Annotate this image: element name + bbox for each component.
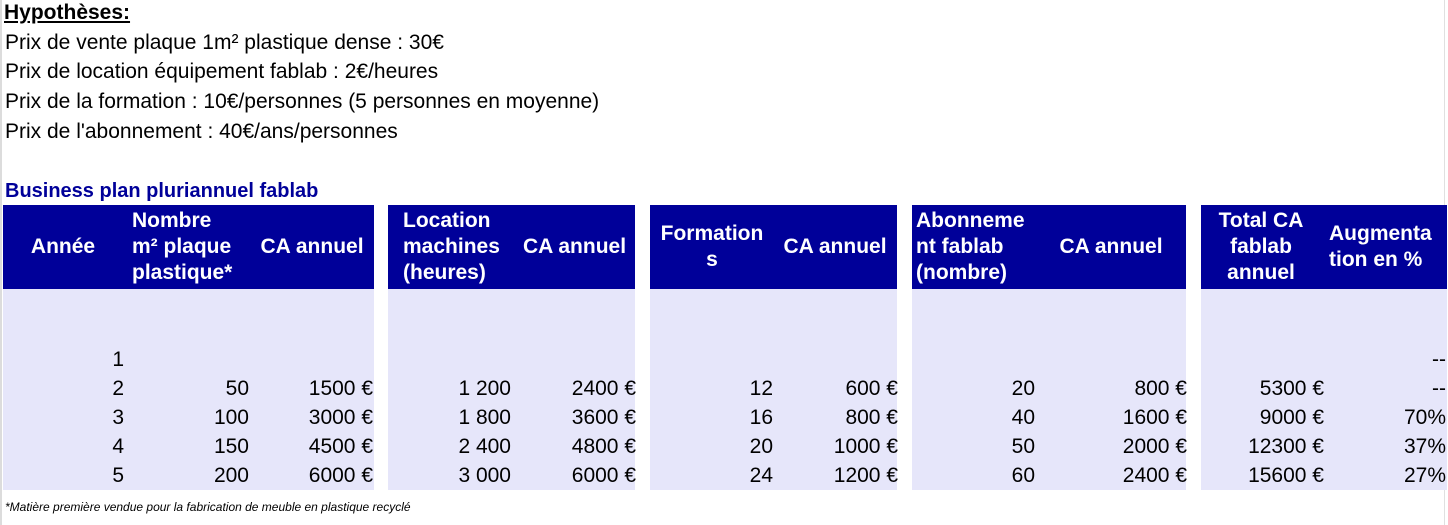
table-cell-ca3: 1200 € — [833, 464, 898, 487]
table-cell-form: 24 — [749, 464, 773, 487]
table-cell-m2: 50 — [225, 377, 249, 400]
footnote: *Matière première vendue pour la fabrication de meuble en plastique recyclé — [5, 500, 411, 514]
table-cell-ca3: 1000 € — [833, 435, 898, 458]
table-cell-abo: 20 — [1011, 377, 1035, 400]
table-cell-ca3: 600 € — [845, 377, 898, 400]
header-ca-annuel: CA annuel — [522, 235, 627, 258]
table-cell-loc: 3 000 — [458, 464, 511, 487]
table-cell-ca4: 2000 € — [1122, 435, 1187, 458]
table-cell-aug: -- — [1432, 377, 1446, 400]
header-nombre-m2: Nombre m² plaque plastique* — [132, 209, 233, 284]
table-cell-ca4: 1600 € — [1122, 406, 1187, 429]
table-cell-aug: 70% — [1403, 406, 1446, 429]
table-cell-aug: -- — [1432, 348, 1446, 371]
header-total-ca: Total CA fablab annuel — [1218, 209, 1304, 284]
table-cell-ca2: 2400 € — [571, 377, 636, 400]
table-header — [650, 205, 897, 289]
table-cell-aug: 27% — [1403, 464, 1446, 487]
hypothesis-line: Prix de vente plaque 1m² plastique dense : 30€ — [5, 31, 444, 54]
table-header — [388, 205, 635, 289]
header-ca-annuel: CA annuel — [260, 235, 364, 258]
header-ca-annuel: CA annuel — [783, 235, 887, 258]
table-cell-loc: 2 400 — [458, 435, 511, 458]
hypotheses-title: Hypothèses: — [4, 1, 131, 24]
table-cell-annee: 5 — [112, 464, 124, 487]
table-cell-ca1: 4500 € — [308, 435, 373, 458]
table-cell-ca4: 800 € — [1134, 377, 1187, 400]
table-cell-total: 12300 € — [1248, 435, 1324, 458]
hypothesis-line: Prix de l'abonnement : 40€/ans/personnes — [5, 120, 398, 143]
table-cell-ca2: 3600 € — [571, 406, 636, 429]
business-plan-title: Business plan pluriannuel fablab — [5, 180, 319, 202]
table-cell-form: 16 — [749, 406, 773, 429]
table-cell-m2: 150 — [213, 435, 249, 458]
table-cell-form: 20 — [749, 435, 773, 458]
table-header — [1201, 205, 1447, 289]
table-header — [912, 205, 1186, 289]
table-cell-ca2: 4800 € — [571, 435, 636, 458]
header-location: Location machines (heures) — [403, 209, 500, 284]
hypothesis-line: Prix de location équipement fablab : 2€/heures — [5, 60, 439, 83]
table-cell-m2: 200 — [213, 464, 249, 487]
table-cell-ca3: 800 € — [845, 406, 898, 429]
table-cell-form: 12 — [749, 377, 773, 400]
header-abonnement: Abonneme nt fablab (nombre) — [916, 209, 1025, 284]
table-cell-total: 15600 € — [1248, 464, 1324, 487]
table-cell-annee: 1 — [112, 348, 124, 371]
table-cell-ca4: 2400 € — [1122, 464, 1187, 487]
table-cell-total: 5300 € — [1259, 377, 1324, 400]
table-cell-annee: 2 — [112, 377, 124, 400]
table-header — [3, 205, 374, 289]
header-formations: Formation s — [660, 222, 764, 271]
header-annee: Année — [30, 235, 96, 258]
table-cell-total: 9000 € — [1259, 406, 1324, 429]
table-cell-loc: 1 200 — [458, 377, 511, 400]
hypothesis-line: Prix de la formation : 10€/personnes (5 personnes en moyenne) — [5, 90, 600, 113]
header-ca-annuel: CA annuel — [1059, 235, 1163, 258]
table-cell-aug: 37% — [1403, 435, 1446, 458]
table-cell-annee: 4 — [112, 435, 124, 458]
table-cell-abo: 40 — [1011, 406, 1035, 429]
table-cell-abo: 60 — [1011, 464, 1035, 487]
table-cell-ca2: 6000 € — [571, 464, 636, 487]
table-cell-ca1: 6000 € — [308, 464, 373, 487]
table-cell-ca1: 3000 € — [308, 406, 373, 429]
table-cell-loc: 1 800 — [458, 406, 511, 429]
table-cell-m2: 100 — [213, 406, 249, 429]
table-cell-annee: 3 — [112, 406, 124, 429]
header-augmentation: Augmenta tion en % — [1329, 222, 1432, 271]
sheet-left-border — [0, 0, 2, 525]
table-cell-abo: 50 — [1011, 435, 1035, 458]
table-cell-ca1: 1500 € — [308, 377, 373, 400]
